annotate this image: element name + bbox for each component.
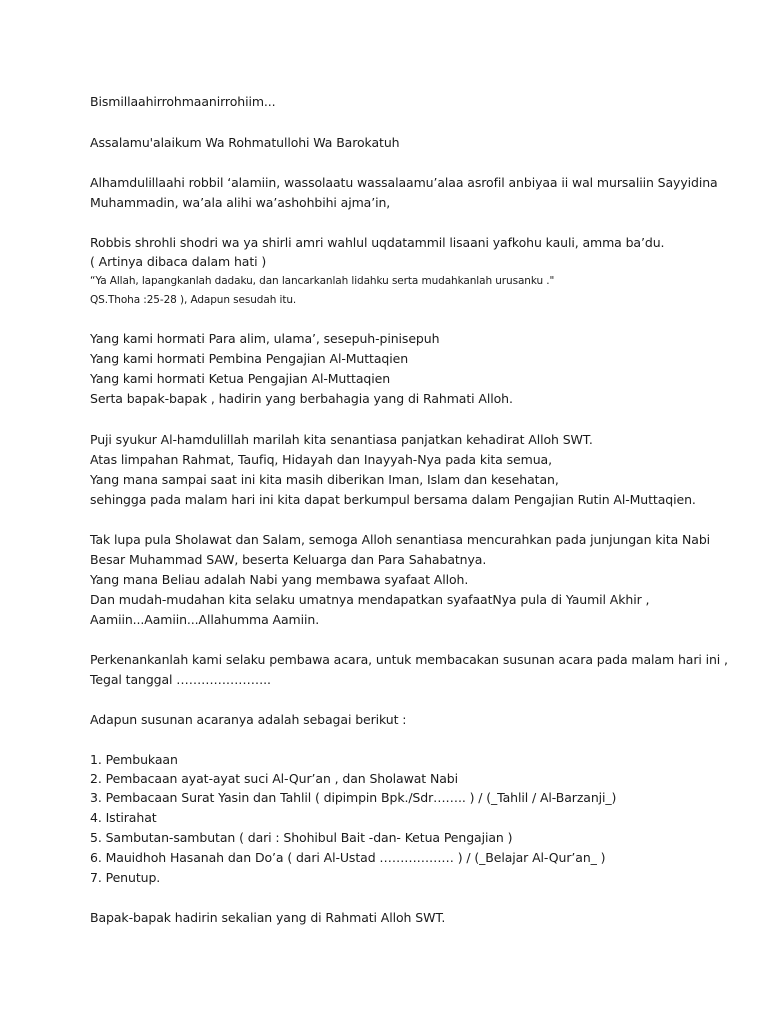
intro-line-2: Tegal tanggal ………………….. bbox=[90, 672, 271, 687]
agenda-heading: Adapun susunan acaranya adalah sebagai berikut : bbox=[90, 712, 407, 727]
hamdalah-line-1: Alhamdulillaahi robbil ‘alamiin, wassolaatu wassalaamu’alaa asrofil anbiyaa ii wal mursaliin Sayyidina bbox=[90, 175, 718, 190]
sholawat-line-3: Yang mana Beliau adalah Nabi yang membawa syafaat Alloh. bbox=[90, 572, 469, 587]
gratitude-line-2: Atas limpahan Rahmat, Taufiq, Hidayah dan Inayyah-Nya pada kita semua, bbox=[90, 452, 552, 467]
hamdalah-line-2: Muhammadin, wa’ala alihi wa’ashohbihi ajma’in, bbox=[90, 195, 391, 210]
agenda-item-1: 1. Pembukaan bbox=[90, 752, 178, 767]
sholawat-line-1: Tak lupa pula Sholawat dan Salam, semoga Alloh senanti͏asa mencurahkan pada junjungan kita Nabi bbox=[90, 532, 711, 547]
gratitude-line-3: Yang mana sampai saat ini kita masih diberikan Iman, Islam dan kesehatan, bbox=[90, 472, 559, 487]
prayer-line: Robbis shrohli shodri wa ya shirli amri wahlul uqdatammil lisaani yafkohu kauli, amma ba’du. bbox=[90, 235, 665, 250]
agenda-item-3: 3. Pembacaan Surat Yasin dan Tahlil ( dipimpin Bpk./Sdr…….. ) / (_Tahlil / Al-Barzanji_) bbox=[90, 790, 617, 805]
respect-line-1: Yang kami hormati͏ Para alim, ulama’, sesepuh-pinisepuh bbox=[90, 331, 440, 346]
prayer-translation: “Ya Allah, lapangkanlah dadaku, dan lancarkanlah lidahku serta mudahkanlah urusanku ." bbox=[90, 275, 555, 287]
gratitude-line-4: sehingga pada malam hari ini kita dapat berkumpul bersama dalam Pengajian Ruti͏n Al-Muttaqien. bbox=[90, 492, 696, 507]
respect-line-2: Yang kami hormati͏ Pembina Pengajian Al-Muttaqien bbox=[90, 351, 409, 366]
agenda-item-2: 2. Pembacaan ayat-ayat suci Al-Qur’an , dan Sholawat Nabi bbox=[90, 771, 458, 786]
gratitude-line-1: Puji syukur Al-hamdulillah marilah kita senanti͏asa panjatkan kehadirat Alloh SWT. bbox=[90, 432, 593, 447]
respect-line-3: Yang kami hormati͏ Ketua Pengajian Al-Muttaqien bbox=[90, 371, 391, 386]
agenda-item-4: 4. Isti͏rahat bbox=[90, 810, 157, 825]
closing-address: Bapak-bapak hadirin sekalian yang di Rahmati͏ Alloh SWT. bbox=[90, 910, 446, 925]
quran-reference: QS.Thoha :25-28 ), Adapun sesudah itu. bbox=[90, 294, 297, 306]
greeting: Assalamu'alaikum Wa Rohmatullohi Wa Barokatuh bbox=[90, 135, 400, 150]
agenda-item-6: 6. Mauidhoh Hasanah dan Do’a ( dari Al-Ustad ……………… ) / (_Belajar Al-Qur’an_ ) bbox=[90, 850, 606, 865]
prayer-note: ( Arti͏nya dibaca dalam hati͏ ) bbox=[90, 254, 267, 269]
sholawat-line-4: Dan mudah-mudahan kita selaku umatnya mendapatkan syafaatNya pula di Yaumil Akhir , bbox=[90, 592, 650, 607]
sholawat-line-5: Aamiin...Aamiin...Allahumma Aamiin. bbox=[90, 612, 320, 627]
respect-line-4: Serta bapak-bapak , hadirin yang berbahagia yang di Rahmati͏ Alloh. bbox=[90, 391, 513, 406]
agenda-item-7: 7. Penutup. bbox=[90, 870, 161, 885]
intro-line-1: Perkenankanlah kami selaku pembawa acara, untuk membacakan susunan acara pada malam hari ini , bbox=[90, 652, 728, 667]
sholawat-line-2: Besar Muhammad SAW, beserta Keluarga dan Para Sahabatnya. bbox=[90, 552, 487, 567]
agenda-item-5: 5. Sambutan-sambutan ( dari : Shohibul Bait -dan- Ketua Pengajian ) bbox=[90, 830, 513, 845]
opening-basmalah: Bismillaahirrohmaanirrohiim... bbox=[90, 94, 276, 109]
